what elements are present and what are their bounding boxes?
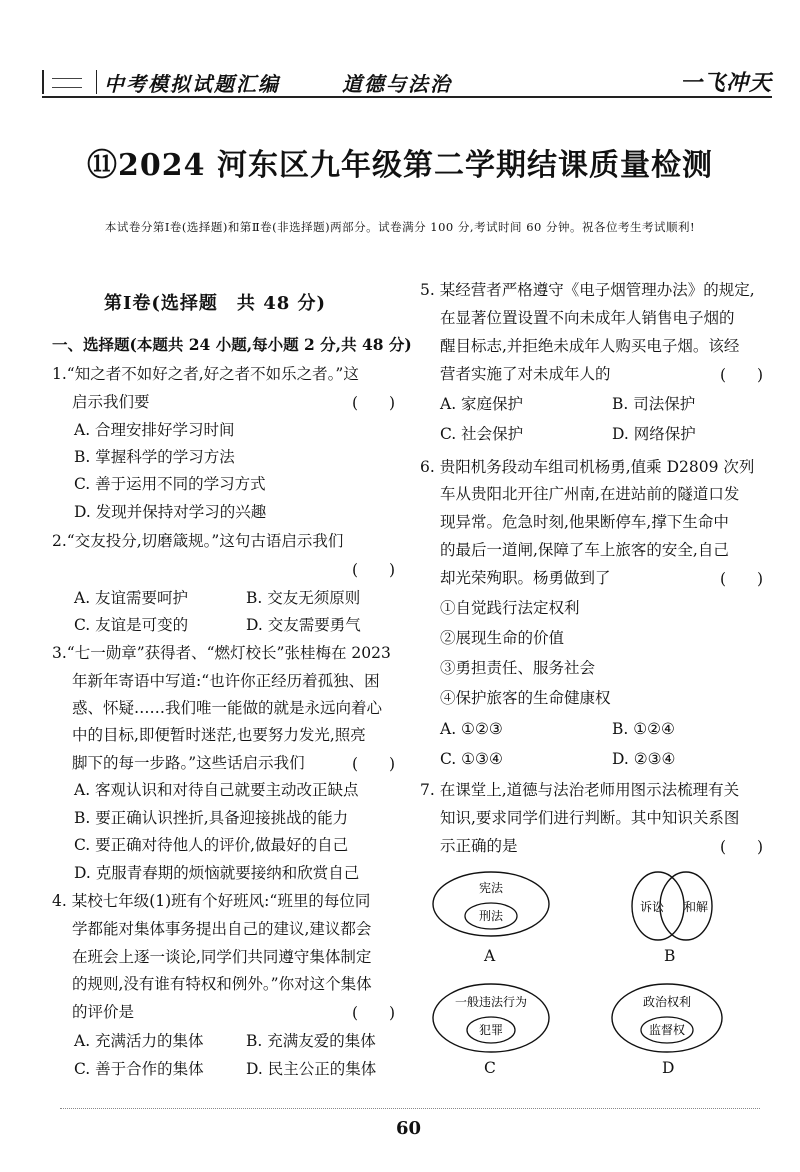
- diagram-b-label: B: [664, 947, 676, 965]
- header-logo: [42, 70, 97, 94]
- q4-line-3: 在班会上逐一谈论,同学们共同遵守集体制定: [72, 948, 372, 966]
- diagram-d-inner-label: 监督权: [648, 1023, 686, 1037]
- q6-option-a: A. ①②③: [440, 720, 503, 738]
- q5-option-a: A. 家庭保护: [440, 395, 524, 413]
- q1-option-b: B. 掌握科学的学习方法: [74, 448, 235, 466]
- footer-rule: [60, 1108, 760, 1110]
- q3-line-3: 惑、怀疑……我们唯一能做的就是永远向着心: [72, 699, 383, 717]
- diagram-d-label: D: [662, 1059, 675, 1077]
- q6-line-1: 6. 贵阳机务段动车组司机杨勇,值乘 D2809 次列: [420, 458, 755, 476]
- page-number: 60: [396, 1118, 422, 1139]
- q4-line-5: 的评价是: [72, 1003, 135, 1021]
- q2-option-a: A. 友谊需要呵护: [74, 589, 189, 607]
- q6-item-3: ③勇担责任、服务社会: [440, 659, 596, 677]
- section-intro: 一、选择题(本题共 24 小题,每小题 2 分,共 48 分): [52, 335, 412, 354]
- q4-line-1: 4. 某校七年级(1)班有个好班风:“班里的每位同: [52, 892, 371, 910]
- q5-line-2: 在显著位置设置不向未成年人销售电子烟的: [440, 309, 735, 327]
- q1-line-1: 1.“知之者不如好之者,好之者不如乐之者。”这: [52, 365, 359, 383]
- q5-option-c: C. 社会保护: [440, 425, 524, 443]
- diagram-b: [624, 868, 724, 948]
- q3-option-a: A. 客观认识和对待自己就要主动改正缺点: [74, 781, 359, 799]
- exam-title: ⑪2024 河东区九年级第二学期结课质量检测: [87, 148, 713, 183]
- q1-answer-paren: ( ): [352, 394, 396, 412]
- diagram-a-inner-label: 刑法: [478, 909, 504, 923]
- diagram-d-outer-label: 政治权利: [642, 995, 692, 1009]
- q3-line-2: 年新年寄语中写道:“也许你正经历着孤独、困: [72, 672, 380, 690]
- page-header: [42, 66, 772, 98]
- diagram-a-outer-label: 宪法: [478, 881, 504, 895]
- diagram-d: [608, 980, 726, 1060]
- q5-answer-paren: ( ): [720, 366, 764, 384]
- q3-option-c: C. 要正确对待他人的评价,做最好的自己: [74, 836, 349, 854]
- q1-option-d: D. 发现并保持对学习的兴趣: [74, 503, 267, 521]
- q1-option-a: A. 合理安排好学习时间: [74, 421, 235, 439]
- q4-option-a: A. 充满活力的集体: [74, 1032, 204, 1050]
- q4-line-2: 学都能对集体事务提出自己的建议,建议都会: [72, 920, 372, 938]
- q6-line-4: 的最后一道闸,保障了车上旅客的安全,自己: [440, 541, 729, 559]
- header-brand: 一飞冲天: [679, 70, 772, 96]
- diagram-a: [430, 868, 552, 948]
- diagram-b-right-label: 和解: [683, 900, 709, 914]
- q6-line-2: 车从贵阳北开往广州南,在进站前的隧道口发: [440, 485, 740, 503]
- q3-answer-paren: ( ): [352, 755, 396, 773]
- q1-option-c: C. 善于运用不同的学习方式: [74, 475, 266, 493]
- q1-line-2: 启示我们要: [72, 393, 150, 411]
- q2-option-d: D. 交友需要勇气: [246, 616, 361, 634]
- q7-line-1: 7. 在课堂上,道德与法治老师用图示法梳理有关: [420, 781, 740, 799]
- q4-line-4: 的规则,没有谁有特权和例外。”你对这个集体: [72, 975, 372, 993]
- diagram-b-left-label: 诉讼: [639, 900, 665, 914]
- q3-option-b: B. 要正确认识挫折,具备迎接挑战的能力: [74, 809, 349, 827]
- q6-option-b: B. ①②④: [612, 720, 675, 738]
- q7-answer-paren: ( ): [720, 838, 764, 856]
- q6-item-1: ①自觉践行法定权利: [440, 599, 580, 617]
- q6-option-d: D. ②③④: [612, 750, 676, 768]
- q6-option-c: C. ①③④: [440, 750, 503, 768]
- diagram-c-label: C: [484, 1059, 496, 1077]
- q7-line-2: 知识,要求同学们进行判断。其中知识关系图: [440, 809, 740, 827]
- q4-answer-paren: ( ): [352, 1004, 396, 1022]
- q5-line-1: 5. 某经营者严格遵守《电子烟管理办法》的规定,: [420, 281, 755, 299]
- q2-option-c: C. 友谊是可变的: [74, 616, 189, 634]
- q6-item-2: ②展现生命的价值: [440, 629, 565, 647]
- diagram-a-label: A: [484, 947, 496, 965]
- q6-line-5: 却光荣殉职。杨勇做到了: [440, 569, 611, 587]
- q4-option-d: D. 民主公正的集体: [246, 1060, 377, 1078]
- q4-option-c: C. 善于合作的集体: [74, 1060, 204, 1078]
- q6-answer-paren: ( ): [720, 570, 764, 588]
- header-series: 中考模拟试题汇编: [104, 72, 280, 96]
- diagram-c-inner-label: 犯罪: [478, 1023, 504, 1037]
- exam-notice: 本试卷分第Ⅰ卷(选择题)和第Ⅱ卷(非选择题)两部分。试卷满分 100 分,考试时间 60 分钟。祝各位考生考试顺利!: [104, 220, 696, 234]
- q3-option-d: D. 克服青春期的烦恼就要接纳和欣赏自己: [74, 864, 360, 882]
- q2-line-1: 2.“交友投分,切磨箴规。”这句古语启示我们: [52, 532, 344, 550]
- q5-line-3: 醒目标志,并拒绝未成年人购买电子烟。该经: [440, 337, 740, 355]
- section-title: 第Ⅰ卷(选择题 共 48 分): [104, 293, 327, 314]
- q5-option-d: D. 网络保护: [612, 425, 696, 443]
- q7-line-3: 示正确的是: [440, 837, 518, 855]
- q5-line-4: 营者实施了对未成年人的: [440, 365, 611, 383]
- q3-line-1: 3.“七一勋章”获得者、“燃灯校长”张桂梅在 2023: [52, 644, 391, 662]
- q3-line-5: 脚下的每一步路。”这些话启示我们: [72, 754, 305, 772]
- q6-item-4: ④保护旅客的生命健康权: [440, 689, 611, 707]
- q2-answer-paren: ( ): [352, 561, 396, 579]
- diagram-c-outer-label: 一般违法行为: [454, 995, 528, 1009]
- diagram-c: [430, 980, 552, 1060]
- q3-line-4: 中的目标,即便暂时迷茫,也要努力发光,照亮: [72, 726, 366, 744]
- q5-option-b: B. 司法保护: [612, 395, 696, 413]
- q4-option-b: B. 充满友爱的集体: [246, 1032, 376, 1050]
- q6-line-3: 现异常。危急时刻,他果断停车,撑下生命中: [440, 513, 729, 531]
- header-subject: 道德与法治: [342, 72, 452, 96]
- q2-option-b: B. 交友无须原则: [246, 589, 361, 607]
